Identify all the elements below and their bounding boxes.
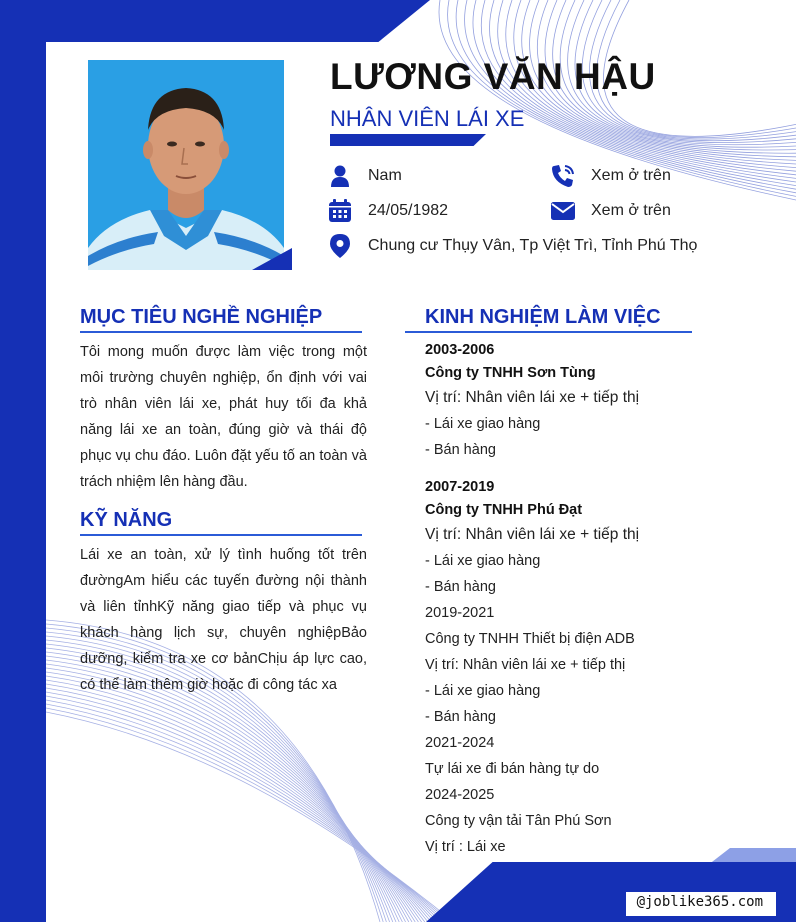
job2-line: Công ty TNHH Thiết bị điện ADB xyxy=(425,631,635,647)
decorative-arc xyxy=(46,708,450,922)
job2-line: Tự lái xe đi bán hàng tự do xyxy=(425,761,600,777)
job1-period: 2003-2006 xyxy=(425,342,495,358)
decorative-arc xyxy=(46,692,438,922)
phone-value: Xem ở trên xyxy=(591,167,671,184)
objective-text: Tôi mong muốn được làm việc trong một môi trường chuyên nghiệp, ổn định với vai trò nhân viên lái xe, phát huy tối đa khả năng lái xe an toàn, đúng giờ và thái độ phục vụ chu đáo. Luôn đặt yếu tố an toàn và trách nhiệm lên hàng đầu. xyxy=(80,344,367,490)
decorative-arc xyxy=(46,660,412,922)
address-value: Chung cư Thụy Vân, Tp Việt Trì, Tỉnh Phú Thọ xyxy=(368,237,698,254)
decorative-arc xyxy=(46,676,425,922)
phone-row xyxy=(551,164,671,188)
job1-position: Vị trí: Nhân viên lái xe + tiếp thị xyxy=(425,389,640,406)
email-value: Xem ở trên xyxy=(591,202,671,219)
decorative-arc xyxy=(46,696,441,922)
experience-title: KINH NGHIỆM LÀM VIỆC xyxy=(425,306,661,328)
skills-title: KỸ NĂNG xyxy=(80,509,173,531)
job2-line: Vị trí: Nhân viên lái xe + tiếp thị xyxy=(425,657,626,673)
job2-period: 2007-2019 xyxy=(425,479,495,495)
job2-line: - Bán hàng xyxy=(425,579,496,595)
person-icon xyxy=(328,164,352,188)
experience-list xyxy=(425,339,765,860)
location-pin-icon xyxy=(328,234,352,258)
email-row xyxy=(551,199,671,223)
objective-underline xyxy=(80,331,362,333)
decorative-arc xyxy=(46,700,444,922)
decorative-arc xyxy=(46,668,418,922)
job2-line: - Lái xe giao hàng xyxy=(425,553,541,569)
job-title: NHÂN VIÊN LÁI XE xyxy=(330,106,525,131)
footer-watermark: @joblike365.com xyxy=(636,894,763,910)
top-accent-bar xyxy=(0,0,430,42)
job2-line: - Bán hàng xyxy=(425,709,496,725)
job2-line: 2019-2021 xyxy=(425,605,495,621)
envelope-icon xyxy=(551,199,575,223)
decorative-arc xyxy=(46,672,422,922)
left-accent-bar xyxy=(0,0,46,922)
gender-row xyxy=(328,164,402,188)
decorative-arc xyxy=(46,704,447,922)
job2-line: Công ty vận tải Tân Phú Sơn xyxy=(425,813,612,829)
calendar-icon xyxy=(328,199,352,223)
job2-line: - Lái xe giao hàng xyxy=(425,683,541,699)
decorative-arc xyxy=(46,680,428,922)
birthdate-row xyxy=(328,199,448,223)
job2-line: 2024-2025 xyxy=(425,787,495,803)
birthdate-value: 24/05/1982 xyxy=(368,202,449,219)
decorative-arc xyxy=(46,664,415,922)
address-row xyxy=(328,234,697,258)
objective-title: MỤC TIÊU NGHỀ NGHIỆP xyxy=(80,306,323,328)
experience-underline xyxy=(405,331,692,333)
job1-duty: - Lái xe giao hàng xyxy=(425,416,541,432)
phone-icon xyxy=(551,164,575,188)
skills-text: Lái xe an toàn, xử lý tình huống tốt trên đườngAm hiểu các tuyến đường nội thành và liên tỉnhKỹ năng giao tiếp và phục vụ khách hàng lịch sự, chuyên nghiệpBảo dưỡng, kiểm tra xe cơ bảnChịu áp lực cao, có thể làm thêm giờ hoặc đi công tác xa xyxy=(80,547,367,693)
job2-position: Vị trí: Nhân viên lái xe + tiếp thị xyxy=(425,526,640,543)
decorative-arc xyxy=(46,688,434,922)
job1-duty: - Bán hàng xyxy=(425,442,496,458)
decorative-arc xyxy=(46,712,454,922)
skills-underline xyxy=(80,534,362,536)
job2-line: Vị trí : Lái xe xyxy=(425,839,506,855)
job2-company: Công ty TNHH Phú Đạt xyxy=(425,502,583,518)
job2-line: 2021-2024 xyxy=(425,735,495,751)
gender-value: Nam xyxy=(368,167,402,184)
profile-photo xyxy=(88,60,284,270)
title-underline xyxy=(330,134,486,146)
candidate-name: LƯƠNG VĂN HẬU xyxy=(330,56,656,97)
job1-company: Công ty TNHH Sơn Tùng xyxy=(425,365,596,381)
decorative-arc xyxy=(46,684,431,922)
